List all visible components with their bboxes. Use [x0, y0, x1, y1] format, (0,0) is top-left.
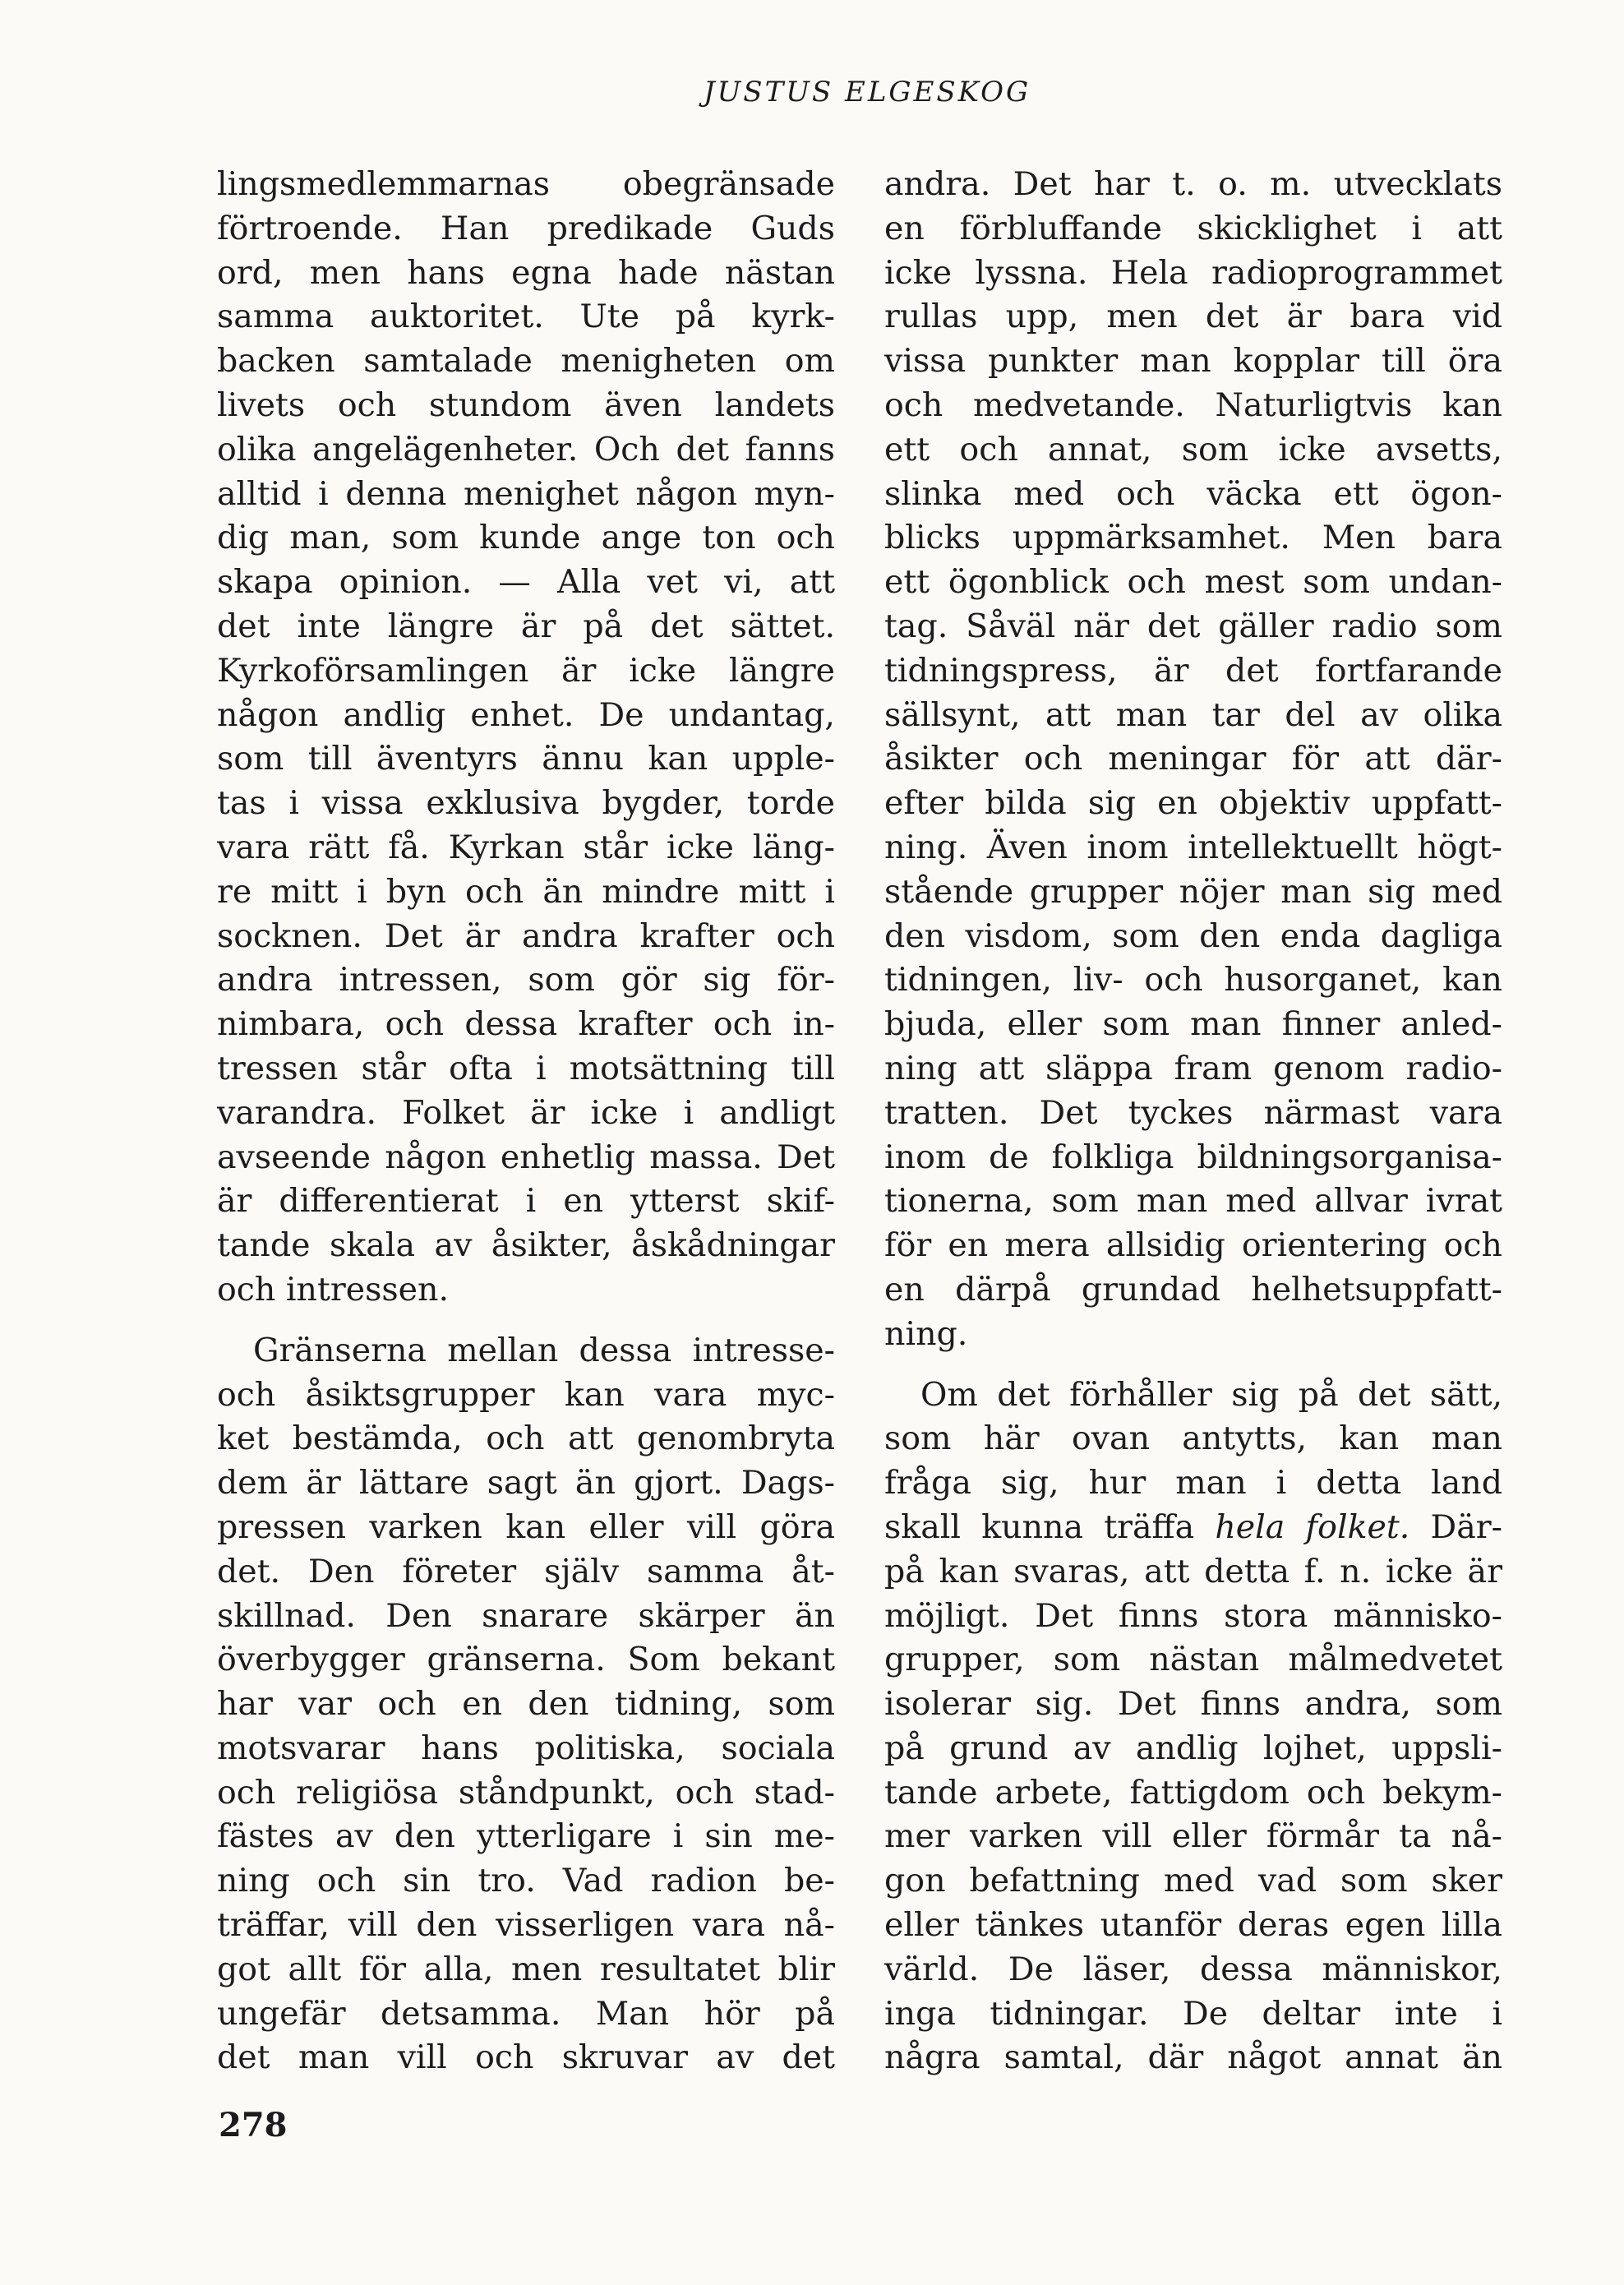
text-line: en förbluffande skicklighet i att [884, 209, 1502, 247]
text-line: Kyrkoförsamlingen är icke längre [217, 651, 835, 690]
text-line: ning. Även inom intellektuellt högt- [884, 828, 1502, 866]
text-line: lingsmedlemmarnas obegränsade [217, 165, 835, 203]
right-paragraph-1 [884, 163, 1502, 1357]
text-line: varandra. Folket är icke i andligt [217, 1093, 835, 1132]
text-fragment: skall kunna träffa [884, 1507, 1216, 1546]
text-line: möjligt. Det finns stora människo- [884, 1596, 1502, 1635]
text-line: pressen varken kan eller vill göra [217, 1507, 835, 1546]
text-line: fästes av den ytterligare i sin me- [217, 1817, 835, 1856]
text-line: stående grupper nöjer man sig med [884, 872, 1502, 911]
text-line: grupper, som nästan målmedvetet [884, 1641, 1502, 1679]
text-line: tas i vissa exklusiva bygder, torde [217, 784, 835, 823]
text-line: sällsynt, att man tar del av olika [884, 695, 1502, 734]
text-line: slinka med och väcka ett ögon- [884, 474, 1502, 513]
text-line: det. Den företer själv samma åt- [217, 1552, 835, 1590]
text-line: ett och annat, som icke avsetts, [884, 430, 1502, 469]
text-line: icke lyssna. Hela radioprogrammet [884, 253, 1502, 292]
text-line: åsikter och meningar för att där- [884, 740, 1502, 778]
text-line: backen samtalade menigheten om [217, 342, 835, 381]
emphasized-phrase: hela folket. [1215, 1507, 1410, 1546]
text-line: eller tänkes utanför deras egen lilla [884, 1906, 1502, 1945]
text-line: vissa punkter man kopplar till öra [884, 342, 1502, 381]
text-line: har var och en den tidning, som [217, 1685, 835, 1724]
text-line: tidningspress, är det fortfarande [884, 651, 1502, 690]
text-line: tressen står ofta i motsättning till [217, 1049, 835, 1087]
text-line: mer varken vill eller förmår ta nå- [884, 1817, 1502, 1856]
text-line: ungefär detsamma. Man hör på [217, 1994, 835, 2033]
text-line: Om det förhåller sig på det sätt, [920, 1375, 1502, 1414]
text-line: ning att släppa fram genom radio- [884, 1049, 1502, 1087]
text-line: socknen. Det är andra krafter och [217, 916, 835, 955]
text-line: det man vill och skruvar av det [217, 2038, 835, 2077]
text-line: fråga sig, hur man i detta land [884, 1464, 1502, 1503]
right-paragraph-2 [884, 1373, 1502, 2081]
text-line: tidningen, liv- och husorganet, kan [884, 961, 1502, 999]
text-line: dig man, som kunde ange ton och [217, 519, 835, 557]
text-line: värld. De läser, dessa människor, [884, 1950, 1502, 1988]
text-line: nimbara, och dessa krafter och in- [217, 1005, 835, 1044]
text-line: avseende någon enhetlig massa. Det [217, 1138, 835, 1176]
text-line: ning. [884, 1314, 968, 1353]
left-paragraph-1 [217, 163, 835, 1313]
text-line: got allt för alla, men resultatet blir [217, 1950, 835, 1988]
text-line: re mitt i byn och än mindre mitt i [217, 872, 835, 911]
text-line: gon befattning med vad som sker [884, 1862, 1502, 1900]
text-line: tionerna, som man med allvar ivrat [884, 1182, 1502, 1221]
text-line: och åsiktsgrupper kan vara myc- [217, 1375, 835, 1414]
right-column [884, 163, 1502, 2080]
text-line: det inte längre är på det sättet. [217, 607, 835, 645]
text-line: isolerar sig. Det finns andra, som [884, 1685, 1502, 1724]
text-line: vara rätt få. Kyrkan står icke läng- [217, 828, 835, 866]
left-column [217, 163, 835, 2080]
text-line: på kan svaras, att detta f. n. icke är [884, 1552, 1502, 1590]
text-line: för en mera allsidig orientering och [884, 1226, 1502, 1265]
text-line: inga tidningar. De deltar inte i [884, 1994, 1502, 2033]
page-number: 278 [219, 2106, 288, 2144]
text-line: den visdom, som den enda dagliga [884, 916, 1502, 955]
text-line: andra intressen, som gör sig för- [217, 961, 835, 999]
text-line: på grund av andlig lojhet, uppsli- [884, 1729, 1502, 1767]
left-paragraph-2 [217, 1329, 835, 2081]
text-line: inom de folkliga bildningsorganisa- [884, 1138, 1502, 1176]
text-line: samma auktoritet. Ute på kyrk- [217, 298, 835, 336]
text-line: några samtal, där något annat än [884, 2038, 1502, 2077]
text-line: förtroende. Han predikade Guds [217, 209, 835, 247]
text-line: överbygger gränserna. Som bekant [217, 1641, 835, 1679]
text-line: ett ögonblick och mest som undan- [884, 563, 1502, 602]
text-line: ket bestämda, och att genombryta [217, 1419, 835, 1458]
text-line: skapa opinion. — Alla vet vi, att [217, 563, 835, 602]
text-line: tratten. Det tyckes närmast vara [884, 1093, 1502, 1132]
text-line: som till äventyrs ännu kan upple- [217, 740, 835, 778]
text-line: en därpå grundad helhetsuppfatt- [884, 1270, 1502, 1309]
text-line: rullas upp, men det är bara vid [884, 298, 1502, 336]
running-head: JUSTUS ELGESKOG [704, 76, 1031, 108]
text-line: ord, men hans egna hade nästan [217, 253, 835, 292]
text-line: livets och stundom även landets [217, 385, 835, 424]
text-line: tag. Såväl när det gäller radio som [884, 607, 1502, 645]
text-line: tande arbete, fattigdom och bekym- [884, 1773, 1502, 1812]
text-line: ning och sin tro. Vad radion be- [217, 1862, 835, 1900]
text-line: tande skala av åsikter, åskådningar [217, 1226, 835, 1265]
text-line: skillnad. Den snarare skärper än [217, 1596, 835, 1635]
text-line: olika angelägenheter. Och det fanns [217, 430, 835, 469]
text-line: motsvarar hans politiska, sociala [217, 1729, 835, 1767]
text-line: alltid i denna menighet någon myn- [217, 474, 835, 513]
text-line: efter bilda sig en objektiv uppfatt- [884, 784, 1502, 823]
text-line: som här ovan antytts, kan man [884, 1419, 1502, 1458]
text-line: Gränserna mellan dessa intresse- [253, 1331, 835, 1369]
text-line: bjuda, eller som man finner anled- [884, 1005, 1502, 1044]
text-line: är differentierat i en ytterst skif- [217, 1182, 835, 1221]
text-line: träffar, vill den visserligen vara nå- [217, 1906, 835, 1945]
text-line: och intressen. [217, 1270, 450, 1309]
text-line: någon andlig enhet. De undantag, [217, 695, 835, 734]
text-line: blicks uppmärksamhet. Men bara [884, 519, 1502, 557]
text-fragment: Där- [1409, 1507, 1502, 1546]
text-line: och medvetande. Naturligtvis kan [884, 385, 1502, 424]
text-line: dem är lättare sagt än gjort. Dags- [217, 1464, 835, 1503]
text-line-with-emphasis [884, 1506, 1502, 1550]
text-line: andra. Det har t. o. m. utvecklats [884, 165, 1502, 203]
text-line: och religiösa ståndpunkt, och stad- [217, 1773, 835, 1812]
